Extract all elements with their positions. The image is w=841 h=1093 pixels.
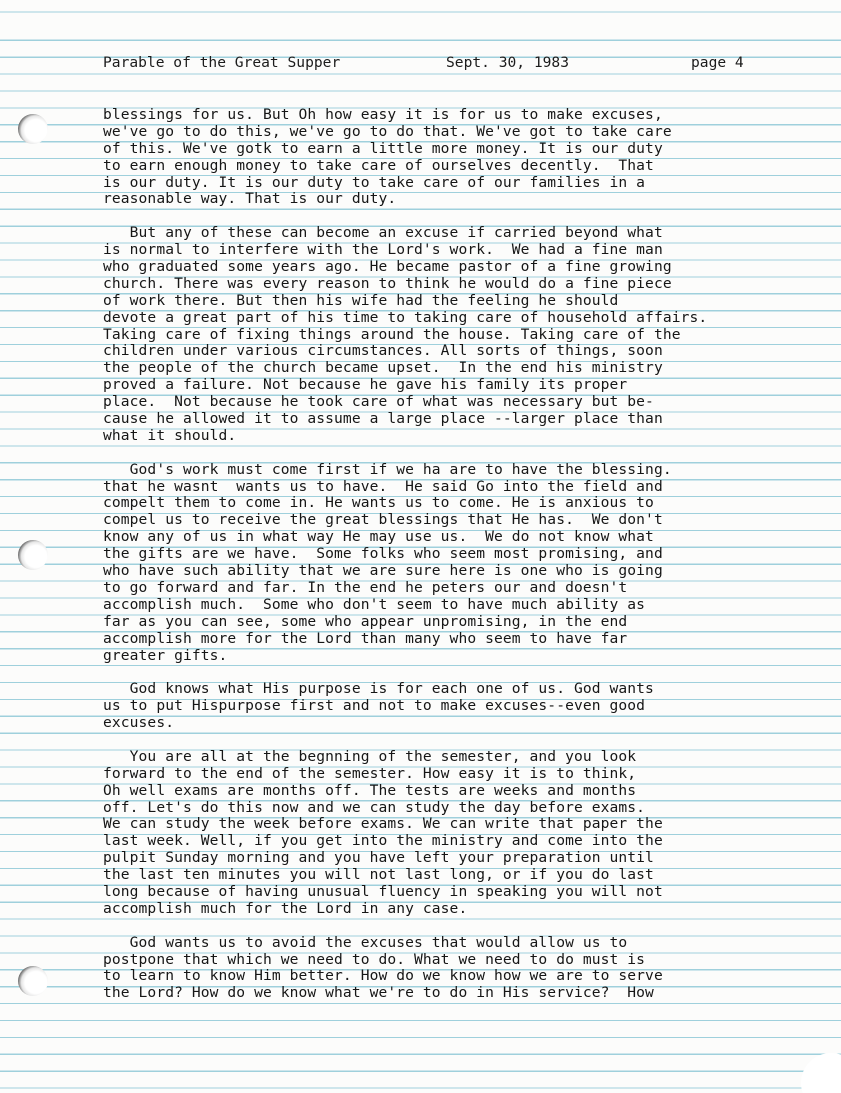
text-line: But any of these can become an excuse if carried beyond what (103, 224, 663, 242)
text-line: cause he allowed it to assume a large place --larger place than (103, 410, 663, 428)
text-line: is normal to interfere with the Lord's work. We had a fine man (103, 241, 663, 259)
text-line: place. Not because he took care of what was necessary but be- (103, 393, 654, 411)
text-line: God knows what His purpose is for each one of us. God wants (103, 680, 654, 698)
paragraph (103, 107, 783, 208)
text-line: Oh well exams are months off. The tests are weeks and months (103, 781, 637, 799)
text-line: who graduated some years ago. He became pastor of a fine growing (103, 258, 672, 276)
binder-hole (18, 114, 48, 144)
text-line: to go forward and far. In the end he peters our and doesn't (103, 578, 628, 596)
text-line: to learn to know Him better. How do we know how we are to serve (103, 967, 663, 985)
text-line: forward to the end of the semester. How easy it is to think, (103, 764, 637, 782)
text-line: reasonable way. That is our duty. (103, 190, 397, 208)
text-line: devote a great part of his time to taking care of household affairs. (103, 308, 708, 326)
paragraph (103, 681, 783, 732)
text-line: greater gifts. (103, 646, 228, 664)
text-line: church. There was every reason to think he would do a fine piece (103, 274, 672, 292)
paragraph (103, 225, 783, 445)
text-line: last week. Well, if you get into the ministry and come into the (103, 832, 663, 850)
text-line: the people of the church became upset. In the end his ministry (103, 359, 663, 377)
text-line: we've go to do this, we've go to do that. We've got to take care (103, 122, 672, 140)
text-line: the last ten minutes you will not last long, or if you do last (103, 866, 654, 884)
text-line: children under various circumstances. All sorts of things, soon (103, 342, 663, 360)
page-header (103, 54, 763, 74)
text-line: blessings for us. But Oh how easy it is for us to make excuses, (103, 106, 663, 123)
page-corner (801, 1053, 841, 1093)
text-line: accomplish much. Some who don't seem to have much ability as (103, 595, 646, 613)
sermon-title: Parable of the Great Supper (103, 54, 341, 71)
text-line: proved a failure. Not because he gave his family its proper (103, 376, 628, 394)
paragraph (103, 462, 783, 665)
text-line: pulpit Sunday morning and you have left your preparation until (103, 849, 654, 867)
text-line: off. Let's do this now and we can study the day before exams. (103, 798, 646, 816)
sermon-date: Sept. 30, 1983 (446, 54, 570, 71)
text-line: the Lord? How do we know what we're to do in His service? How (103, 984, 654, 1002)
paragraph (103, 749, 783, 918)
text-line: compelt them to come in. He wants us to come. He is anxious to (103, 494, 654, 512)
text-line: compel us to receive the great blessings that He has. We don't (103, 511, 663, 529)
text-line: God's work must come first if we ha are to have the blessing. (103, 460, 672, 478)
text-line: We can study the week before exams. We can write that paper the (103, 815, 663, 833)
text-line: who have such ability that we are sure here is one who is going (103, 562, 663, 580)
text-line: to earn enough money to take care of ourselves decently. That (103, 156, 654, 174)
text-line: the gifts are we have. Some folks who seem most promising, and (103, 545, 663, 563)
text-line: accomplish much for the Lord in any case. (103, 899, 468, 917)
text-line: is our duty. It is our duty to take care of our families in a (103, 173, 646, 191)
typed-body (103, 107, 783, 1019)
text-line: of work there. But then his wife had the feeling he should (103, 291, 619, 309)
text-line: long because of having unusual fluency in speaking you will not (103, 882, 663, 900)
paragraph (103, 935, 783, 1003)
binder-hole (18, 540, 48, 570)
binder-hole (18, 966, 48, 996)
text-line: God wants us to avoid the excuses that would allow us to (103, 933, 628, 951)
text-line: of this. We've gotk to earn a little more money. It is our duty (103, 139, 663, 157)
text-line: Taking care of fixing things around the house. Taking care of the (103, 325, 681, 343)
text-line: postpone that which we need to do. What we need to do must is (103, 950, 646, 968)
text-line: accomplish more for the Lord than many who seem to have far (103, 629, 628, 647)
text-line: that he wasnt wants us to have. He said Go into the field and (103, 477, 663, 495)
text-line: excuses. (103, 714, 175, 732)
text-line: what it should. (103, 426, 237, 444)
page-number: page 4 (691, 54, 744, 71)
text-line: know any of us in what way He may use us. We do not know what (103, 528, 654, 546)
text-line: You are all at the begnning of the semester, and you look (103, 747, 637, 765)
text-line: us to put Hispurpose first and not to make excuses--even good (103, 697, 646, 715)
text-line: far as you can see, some who appear unpromising, in the end (103, 612, 628, 630)
